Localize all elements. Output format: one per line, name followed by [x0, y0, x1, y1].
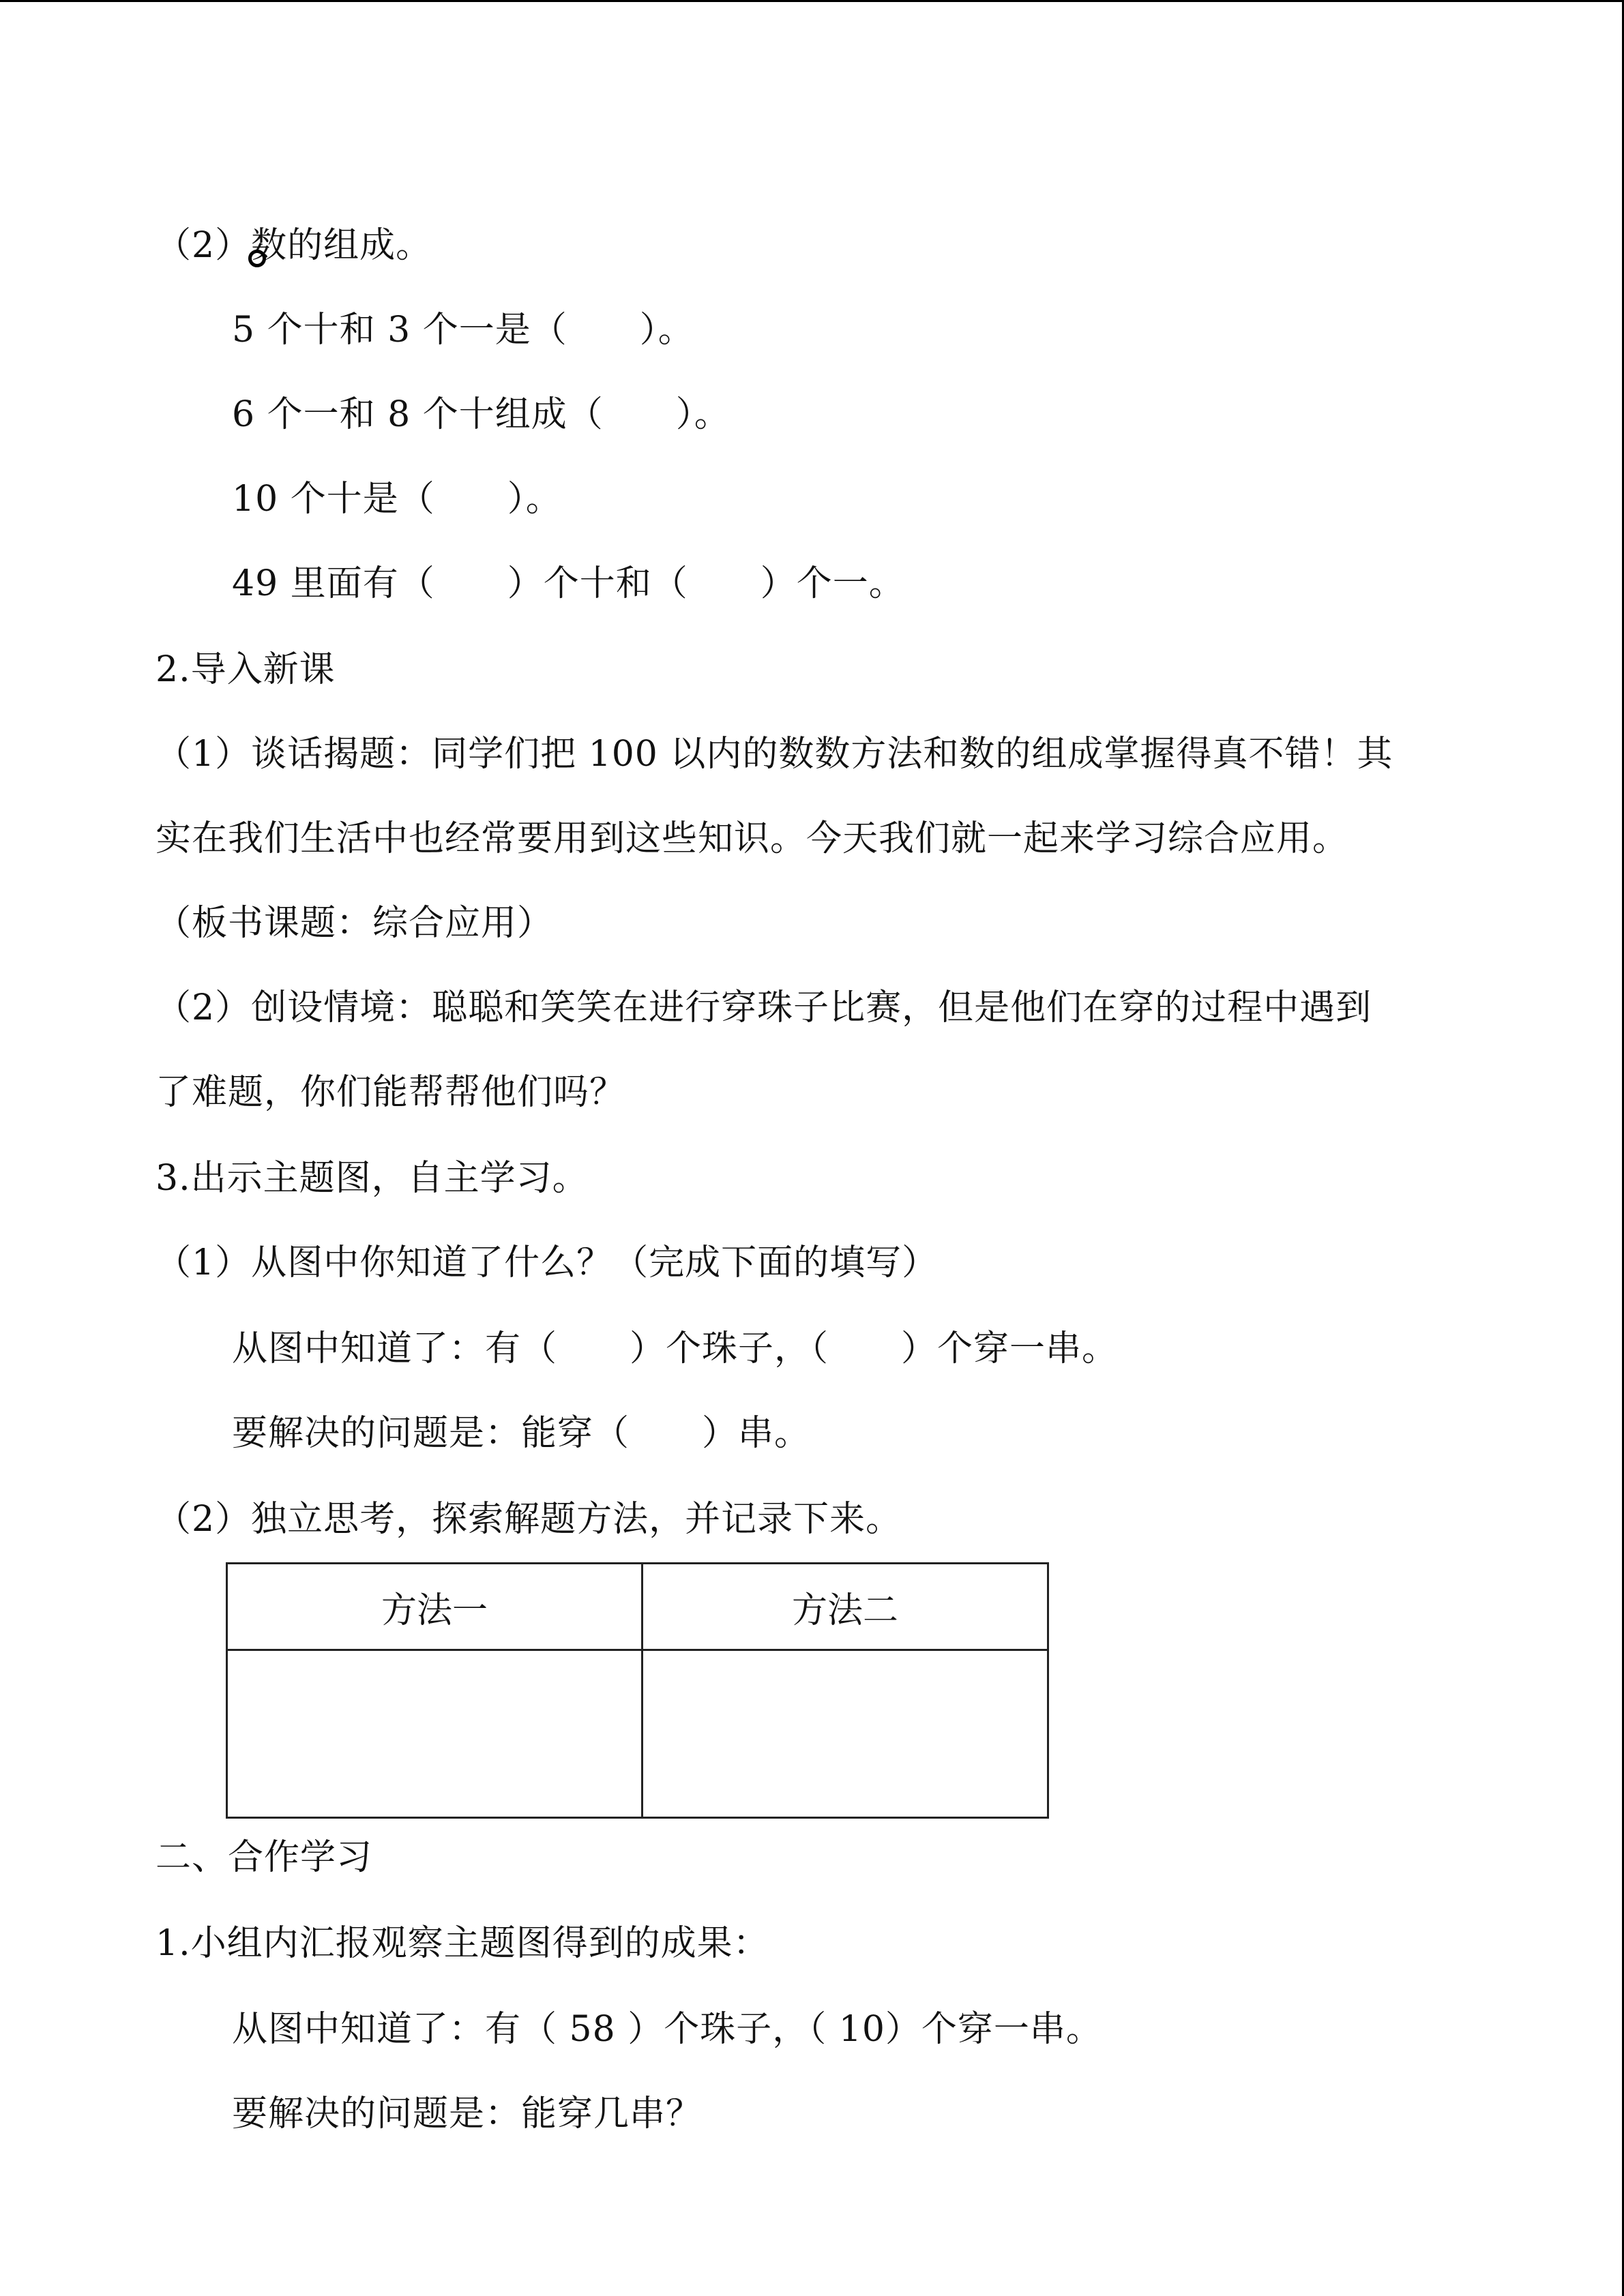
- section-heading-number-composition: （2）数的组成。: [156, 225, 432, 266]
- method-table-body-row: [227, 1650, 1048, 1818]
- method-table: [226, 1562, 1049, 1819]
- answer-line-1: 从图中知道了：有（ 58 ）个珠子，（ 10）个穿一串。: [232, 2009, 1102, 2050]
- method-table-header-method-2: 方法二: [643, 1564, 1048, 1650]
- paragraph-scenario-line-1: （2）创设情境：聪聪和笑笑在进行穿珠子比赛，但是他们在穿的过程中遇到: [156, 987, 1372, 1028]
- fill-in-line-2: 要解决的问题是：能穿（ ）串。: [232, 1413, 811, 1454]
- paragraph-question-1: （1）从图中你知道了什么？（完成下面的填写）: [156, 1242, 939, 1283]
- paragraph-board-title: （板书课题：综合应用）: [156, 903, 554, 944]
- fill-in-line-1: 从图中知道了：有（ ）个珠子，（ ）个穿一串。: [232, 1328, 1119, 1369]
- page-top-border: [0, 0, 1624, 2]
- paragraph-scenario-line-2: 了难题，你们能帮帮他们吗？: [156, 1072, 626, 1113]
- exercise-line-1: 5 个十和 3 个一是（ ）。: [232, 310, 694, 351]
- method-table-cell-method-2: [643, 1650, 1048, 1818]
- section-heading-new-lesson: 2.导入新课: [156, 649, 336, 690]
- paragraph-intro-line-1: （1）谈话揭题：同学们把 100 以内的数数方法和数的组成掌握得真不错！其: [156, 734, 1393, 775]
- exercise-line-4: 49 里面有（ ）个十和（ ）个一。: [232, 563, 905, 604]
- exercise-line-2: 6 个一和 8 个十组成（ ）。: [232, 394, 730, 435]
- answer-line-2: 要解决的问题是：能穿几串？: [232, 2093, 703, 2134]
- exercise-line-3: 10 个十是（ ）。: [232, 479, 562, 520]
- paragraph-question-2: （2）独立思考，探索解题方法，并记录下来。: [156, 1499, 902, 1540]
- paragraph-intro-line-2: 实在我们生活中也经常要用到这些知识。今天我们就一起来学习综合应用。: [156, 818, 1349, 859]
- method-table-header-row: [227, 1564, 1048, 1650]
- text-cursor-icon: [248, 250, 266, 267]
- paragraph-group-report: 1.小组内汇报观察主题图得到的成果：: [156, 1923, 769, 1964]
- method-table-header-method-1: 方法一: [227, 1564, 643, 1650]
- section-heading-theme-picture: 3.出示主题图，自主学习。: [156, 1158, 589, 1199]
- section-heading-cooperative-learning: 二、合作学习: [156, 1837, 373, 1878]
- method-table-cell-method-1: [227, 1650, 643, 1818]
